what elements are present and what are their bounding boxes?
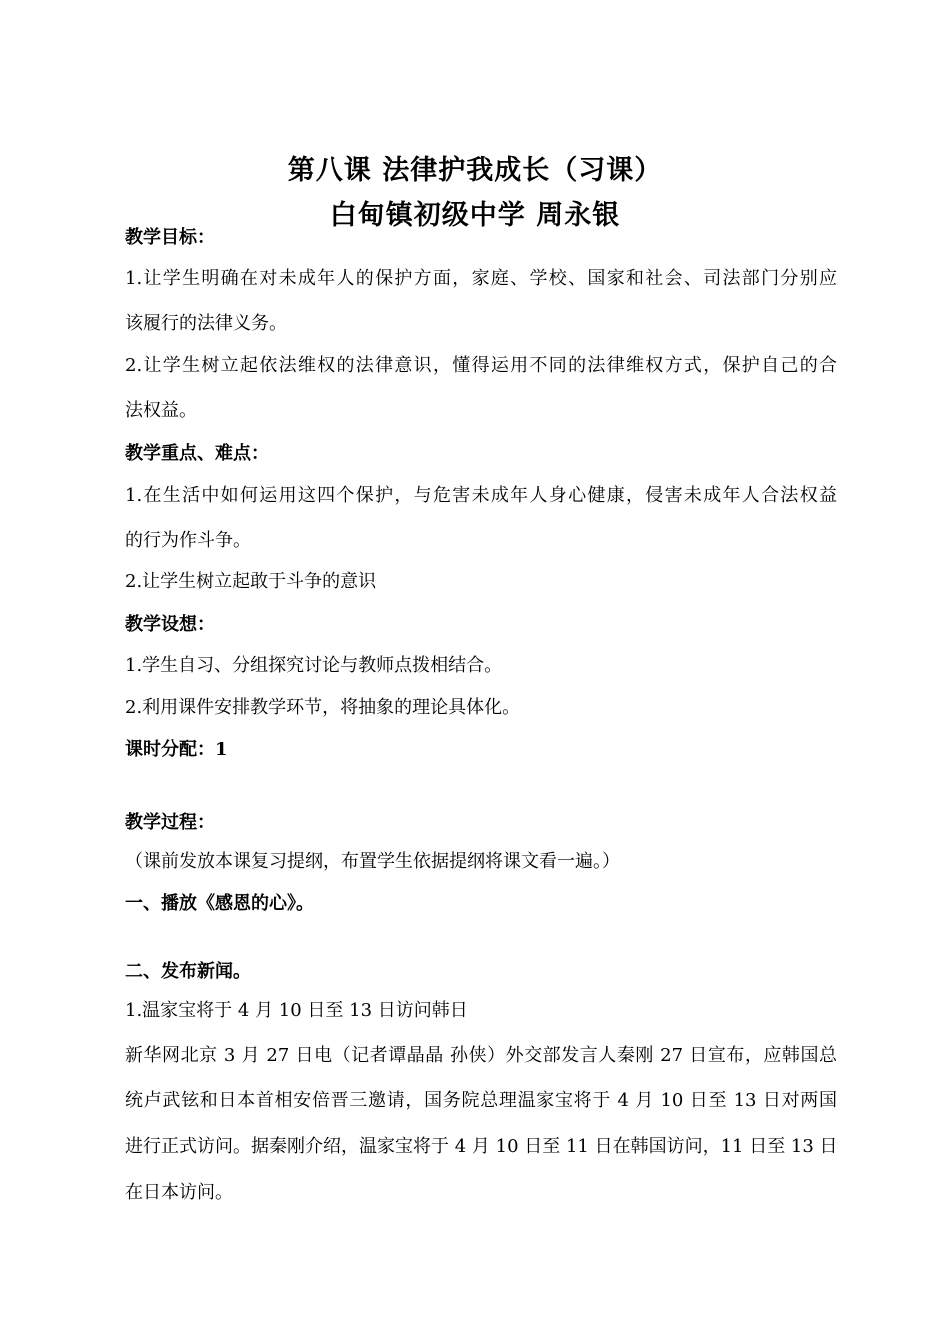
process-heading: 教学过程： <box>125 812 215 833</box>
lesson-title: 第八课 法律护我成长（习课） <box>287 155 663 186</box>
objective-1-line-2: 该履行的法律义务。 <box>125 313 287 334</box>
news-1-line-3: 进行正式访问。据秦刚介绍，温家宝将于 4 月 10 日至 11 日在韩国访问，11 日至 13 日 <box>125 1136 838 1157</box>
author-line: 白甸镇初级中学 周永银 <box>329 200 621 231</box>
key-point-1-line-2: 的行为作斗争。 <box>125 530 251 551</box>
process-note: （课前发放本课复习提纲，布置学生依据提纲将课文看一遍。） <box>125 851 620 872</box>
key-point-1-line-1: 1.在生活中如何运用这四个保护，与危害未成年人身心健康，侵害未成年人合法权益 <box>125 485 837 506</box>
process-step-2: 二、发布新闻。 <box>125 961 251 982</box>
process-step-1: 一、播放《感恩的心》。 <box>125 893 314 914</box>
objectives-heading: 教学目标： <box>125 227 215 248</box>
news-1-line-4: 在日本访问。 <box>125 1182 233 1203</box>
design-heading: 教学设想： <box>125 614 215 635</box>
key-point-2: 2.让学生树立起敢于斗争的意识 <box>125 571 377 592</box>
design-item-2: 2.利用课件安排教学环节，将抽象的理论具体化。 <box>125 697 521 718</box>
hours-label: 课时分配：1 <box>125 739 228 760</box>
news-1-line-2: 统卢武铉和日本首相安倍晋三邀请，国务院总理温家宝将于 4 月 10 日至 13 日对两国 <box>125 1090 837 1111</box>
objective-2-line-2: 法权益。 <box>125 400 197 421</box>
design-item-1: 1.学生自习、分组探究讨论与教师点拨相结合。 <box>125 655 503 676</box>
key-points-heading: 教学重点、难点： <box>125 443 269 464</box>
news-1-title: 1.温家宝将于 4 月 10 日至 13 日访问韩日 <box>125 1000 468 1021</box>
news-1-line-1: 新华网北京 3 月 27 日电（记者谭晶晶 孙侠）外交部发言人秦刚 27 日宣布，应韩国总 <box>125 1045 837 1066</box>
objective-2-line-1: 2.让学生树立起依法维权的法律意识，懂得运用不同的法律维权方式，保护自己的合 <box>125 355 837 376</box>
objective-1-line-1: 1.让学生明确在对未成年人的保护方面，家庭、学校、国家和社会、司法部门分别应 <box>125 268 837 289</box>
